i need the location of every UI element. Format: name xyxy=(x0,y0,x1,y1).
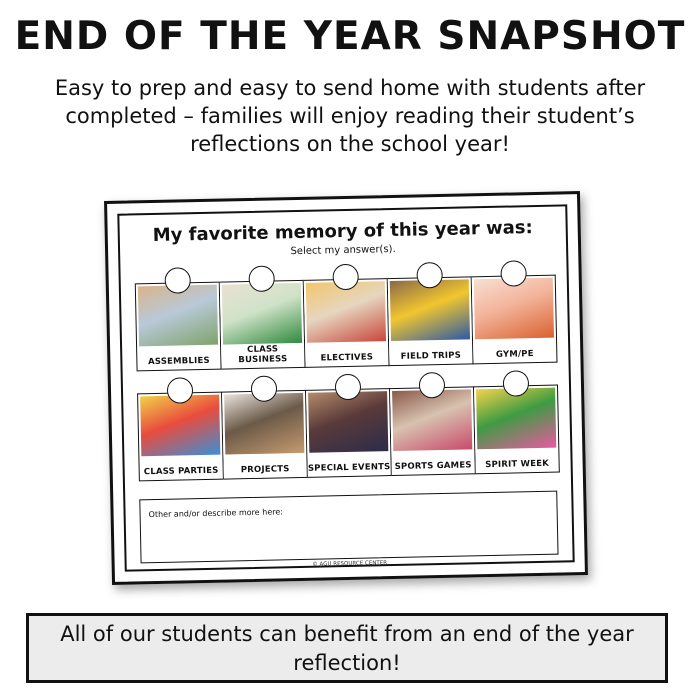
card-label: GYM/PE xyxy=(495,349,534,360)
card-row-2 xyxy=(137,385,560,482)
memory-card xyxy=(220,280,306,370)
memory-card xyxy=(304,278,390,368)
worksheet-title: My favorite memory of this year was: xyxy=(152,217,533,247)
card-label: ASSEMBLIES xyxy=(147,355,210,368)
page-title: END OF THE YEAR SNAPSHOT xyxy=(14,14,686,59)
card-label: CLASS PARTIES xyxy=(143,465,219,478)
memory-card xyxy=(137,392,224,482)
card-photo xyxy=(390,279,470,341)
card-label: SPIRIT WEEK xyxy=(485,458,550,471)
card-photo xyxy=(224,393,304,455)
card-row-1 xyxy=(135,275,558,372)
memory-card xyxy=(472,275,558,365)
worksheet-instruction: Select my answer(s). xyxy=(290,243,396,258)
footer-text: All of our students can benefit from an end of the year reflection! xyxy=(60,622,634,675)
card-label: SPORTS GAMES xyxy=(394,460,472,472)
copyright-credit: © AGU RESOURCE CENTER xyxy=(312,560,388,568)
card-photo xyxy=(222,283,302,345)
memory-card xyxy=(306,388,392,478)
card-label: SPECIAL EVENTS xyxy=(307,462,391,474)
card-label: ELECTIVES xyxy=(320,352,374,364)
worksheet-preview xyxy=(104,191,588,585)
other-answer-field[interactable] xyxy=(139,491,558,564)
card-photo xyxy=(138,285,218,347)
memory-card xyxy=(135,282,222,372)
other-answer-label: Other and/or describe more here: xyxy=(148,507,284,520)
card-photo xyxy=(306,281,386,343)
card-label: FIELD TRIPS xyxy=(400,350,462,362)
card-photo xyxy=(392,389,472,451)
memory-card xyxy=(390,386,476,476)
memory-card xyxy=(388,276,474,366)
card-photo xyxy=(140,395,220,457)
card-label: CLASS BUSINESS xyxy=(238,344,288,366)
footer-banner xyxy=(26,613,668,683)
card-label: PROJECTS xyxy=(240,464,290,476)
memory-card xyxy=(474,385,560,475)
card-photo xyxy=(476,388,556,450)
memory-card xyxy=(222,390,308,480)
card-photo xyxy=(308,391,388,453)
page-subtitle: Easy to prep and easy to send home with students after completed – families will enjoy reading their student’s reflections on the school year! xyxy=(54,76,646,156)
worksheet-frame xyxy=(117,204,574,571)
card-photo xyxy=(474,278,554,340)
